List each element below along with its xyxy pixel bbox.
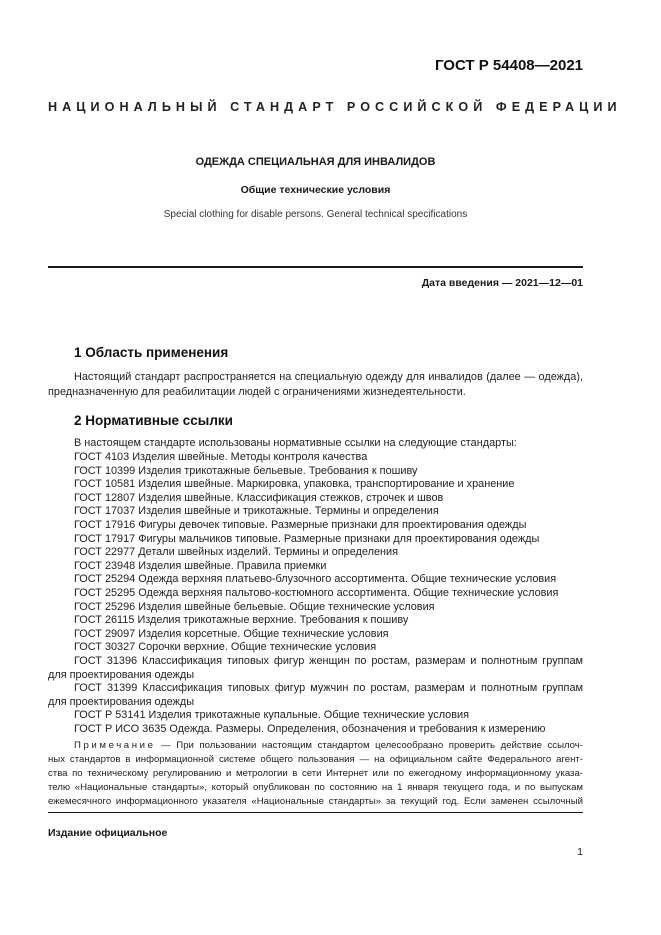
note-line: ных стандартов в информационной системе общего пользования — на официальном сайте Федерального агент- <box>48 754 583 765</box>
reference-item <box>48 519 583 533</box>
reference-item <box>48 451 583 465</box>
reference-item <box>48 478 583 492</box>
reference-text: ГОСТ 26115 Изделия трикотажные верхние. Требования к пошиву <box>74 614 409 627</box>
reference-text: ГОСТ 25294 Одежда верхняя платьево-блузочного ассортимента. Общие технические условия <box>74 573 557 586</box>
note-block <box>48 739 583 809</box>
reference-item <box>48 546 583 560</box>
document-code: ГОСТ Р 54408—2021 <box>434 57 583 74</box>
note-line: ства по техническому регулированию и метрологии в сети Интернет или по ежегодному информационному указа- <box>48 768 583 779</box>
reference-text: ГОСТ 29097 Изделия корсетные. Общие технические условия <box>74 627 389 640</box>
reference-item <box>48 682 583 709</box>
normative-references-list <box>48 451 583 736</box>
reference-text: ГОСТ 17037 Изделия швейные и трикотажные. Термины и определения <box>74 505 439 518</box>
reference-item <box>48 641 583 655</box>
section-1-paragraph <box>48 370 583 400</box>
reference-item <box>48 505 583 519</box>
section-1-heading: 1 Область применения <box>74 345 229 360</box>
page-number: 1 <box>577 846 583 858</box>
reference-item <box>48 465 583 479</box>
reference-text: ГОСТ 25296 Изделия швейные бельевые. Общие технические условия <box>74 600 435 613</box>
reference-item <box>48 601 583 615</box>
reference-item <box>48 533 583 547</box>
document-subtitle: Общие технические условия <box>240 184 391 196</box>
reference-text: ГОСТ 10399 Изделия трикотажные бельевые. Требования к пошиву <box>74 464 418 477</box>
reference-continuation: для проектирования одежды <box>48 668 195 681</box>
footer-divider <box>48 812 583 813</box>
reference-text: ГОСТ 31399 Классификация типовых фигур мужчин по ростам, размерам и полнотным группам <box>74 682 583 695</box>
document-title-english: Special clothing for disable persons. General technical specifications <box>163 209 468 220</box>
reference-item <box>48 655 583 682</box>
section-2-heading: 2 Нормативные ссылки <box>74 413 233 428</box>
section-2-lead: В настоящем стандарте использованы нормативные ссылки на следующие стандарты: <box>74 437 517 449</box>
section-1-line: Настоящий стандарт распространяется на специальную одежду для инвалидов (далее — одежда), <box>74 371 583 383</box>
section-1-line: предназначенную для реабилитации людей с ограничениями жизнедеятельности. <box>48 386 466 398</box>
reference-item <box>48 492 583 506</box>
reference-item <box>48 628 583 642</box>
note-label: Примечание <box>74 740 156 751</box>
national-standard-heading: НАЦИОНАЛЬНЫЙ СТАНДАРТ РОССИЙСКОЙ ФЕДЕРАЦИИ <box>48 100 622 114</box>
reference-text: ГОСТ 4103 Изделия швейные. Методы контроля качества <box>74 451 368 463</box>
reference-text: ГОСТ 12807 Изделия швейные. Классификация стежков, строчек и швов <box>74 491 444 504</box>
reference-text: ГОСТ 17916 Фигуры девочек типовые. Размерные признаки для проектирования одежды <box>74 518 527 531</box>
note-line: Примечание — При пользовании настоящим стандартом целесообразно проверить действие ссылоч- <box>74 740 583 751</box>
reference-text: ГОСТ 31396 Классификация типовых фигур женщин по ростам, размерам и полнотным группам <box>74 654 583 667</box>
reference-text: ГОСТ 17917 Фигуры мальчиков типовые. Размерные признаки для проектирования одежды <box>74 532 540 545</box>
reference-text: ГОСТ 10581 Изделия швейные. Маркировка, упаковка, транспортирование и хранение <box>74 478 515 491</box>
reference-text: ГОСТ 23948 Изделия швейные. Правила приемки <box>74 559 327 572</box>
reference-item <box>48 587 583 601</box>
note-line: ежемесячного информационного указателя «Национальные стандарты» за текущий год. Если заменен ссылочный <box>48 796 583 807</box>
note-line: телю «Национальные стандарты», который опубликован по состоянию на 1 января текущего года, и по выпускам <box>48 782 583 793</box>
reference-text: ГОСТ 22977 Детали швейных изделий. Термины и определения <box>74 546 399 559</box>
reference-text: ГОСТ 25295 Одежда верхняя пальтово-костюмного ассортимента. Общие технические условия <box>74 586 559 599</box>
reference-item <box>48 573 583 587</box>
reference-item <box>48 709 583 723</box>
reference-text: ГОСТ 30327 Сорочки верхние. Общие технические условия <box>74 641 377 654</box>
reference-item <box>48 614 583 628</box>
reference-item <box>48 560 583 574</box>
official-edition-label: Издание официальное <box>48 827 168 839</box>
reference-item <box>48 723 583 737</box>
title-divider <box>48 266 583 268</box>
reference-continuation: для проектирования одежды <box>48 695 195 708</box>
reference-text: ГОСТ Р 53141 Изделия трикотажные купальные. Общие технические условия <box>74 709 469 722</box>
introduction-date: Дата введения — 2021—12—01 <box>421 277 583 289</box>
document-title: ОДЕЖДА СПЕЦИАЛЬНАЯ ДЛЯ ИНВАЛИДОВ <box>195 156 436 168</box>
reference-text: ГОСТ Р ИСО 3635 Одежда. Размеры. Определения, обозначения и требования к измерению <box>74 722 546 735</box>
